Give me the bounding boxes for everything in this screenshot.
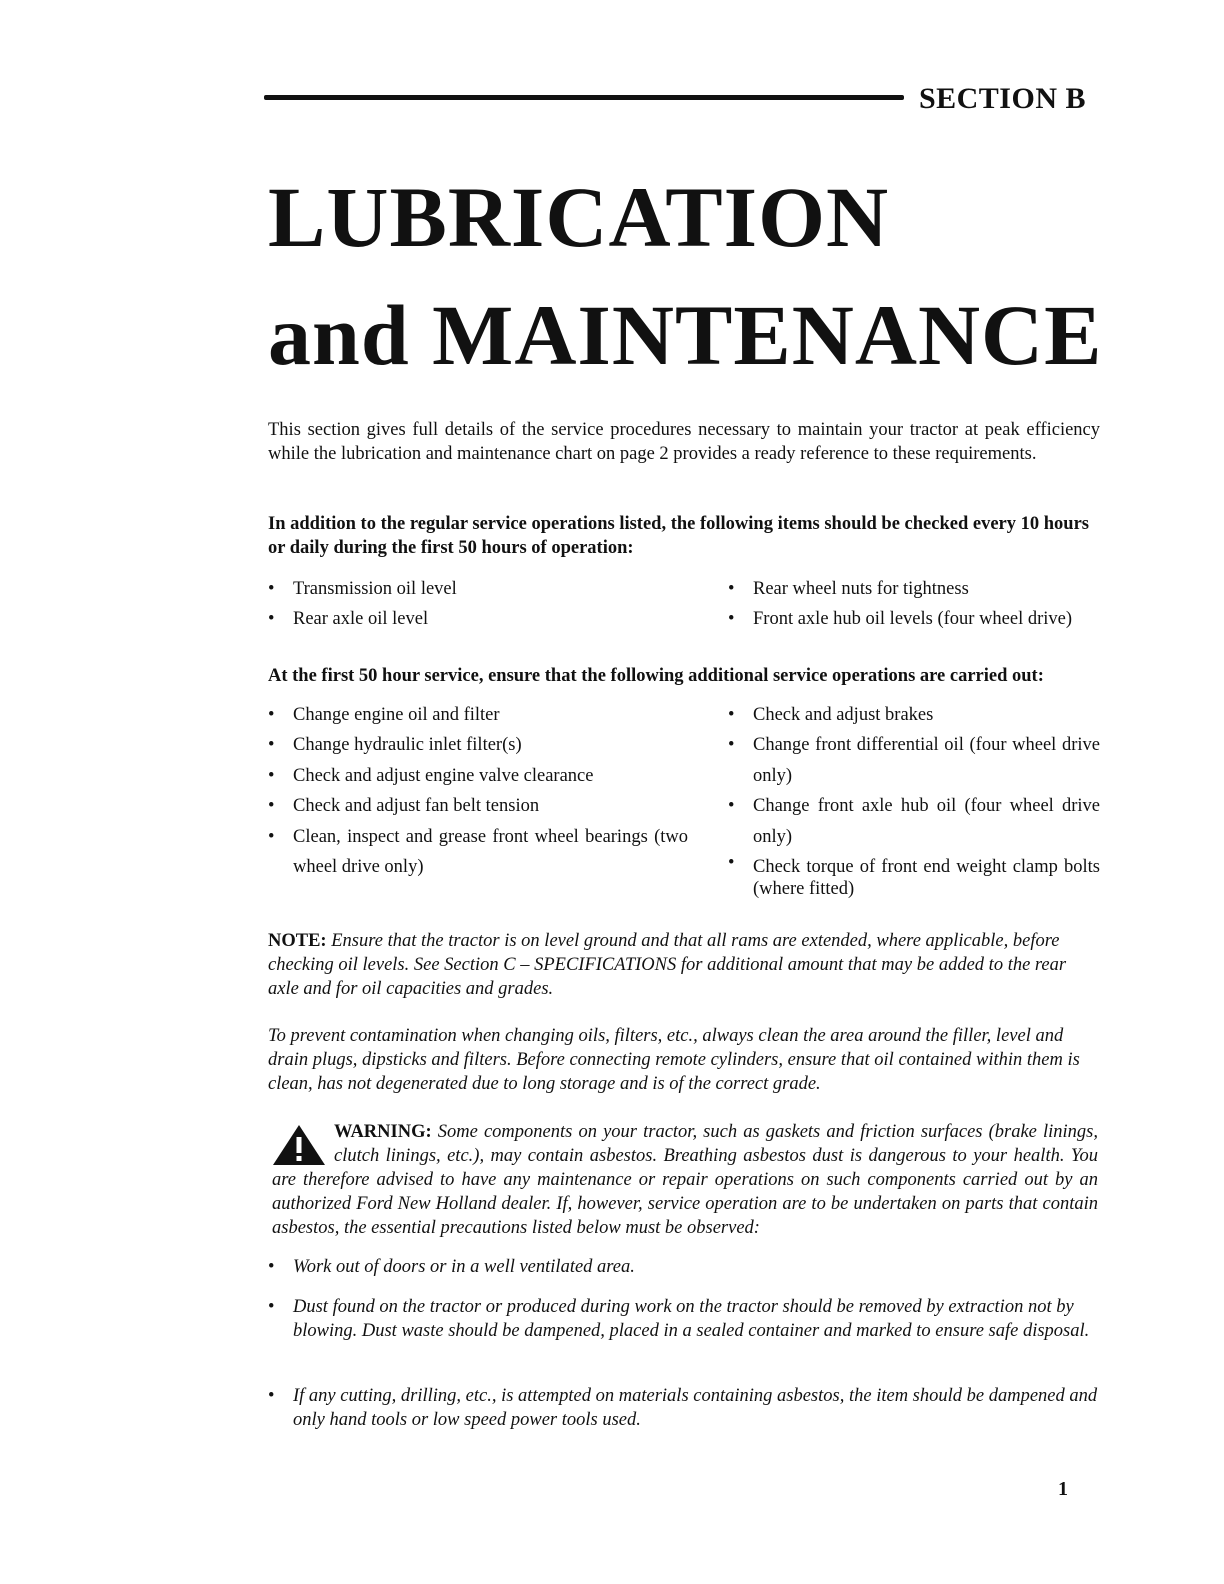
- list-item: • Transmission oil level: [268, 574, 688, 604]
- warning-block: [272, 1120, 1098, 1240]
- first-50-hours-heading: In addition to the regular service operations listed, the following items should be checked every 10 hours or daily during the first 50 hours of operation:: [268, 514, 1090, 558]
- list-item: • Check torque of front end weight clamp bolts (where fitted): [728, 852, 1100, 900]
- list-item: • Change front differential oil (four wheel drive only): [728, 730, 1100, 791]
- service-50-list-right: [728, 700, 1100, 900]
- page-number: 1: [1058, 1478, 1068, 1500]
- warning-label: WARNING:: [334, 1122, 432, 1142]
- intro-paragraph: This section gives full details of the service procedures necessary to maintain your tractor at peak efficiency while the lubrication and maintenance chart on page 2 provides a ready reference to these requirements.: [268, 420, 1100, 464]
- list-item: • Change engine oil and filter: [268, 700, 688, 730]
- contamination-paragraph: To prevent contamination when changing oils, filters, etc., always clean the area around the filler, level and drain plugs, dipsticks and filters. Before connecting remote cylinders, ensure that oil contained within them is clean, has not degenerated due to long storage and is of the correct grade.: [268, 1026, 1080, 1094]
- service-50-list-left: [268, 700, 688, 882]
- list-item: • Rear wheel nuts for tightness: [728, 574, 1100, 604]
- first-50-hours-list-left: [268, 574, 688, 634]
- list-item: • Rear axle oil level: [268, 604, 688, 634]
- first-50-hour-service-heading: At the first 50 hour service, ensure that the following additional service operations are carried out:: [268, 666, 1044, 686]
- page-title-line2: and MAINTENANCE: [268, 287, 1103, 383]
- list-item: • Front axle hub oil levels (four wheel drive): [728, 604, 1100, 634]
- precaution-item: • If any cutting, drilling, etc., is attempted on materials containing asbestos, the item should be dampened and only hand tools or low speed power tools used.: [268, 1384, 1100, 1432]
- list-item: • Check and adjust fan belt tension: [268, 791, 688, 821]
- list-item: • Clean, inspect and grease front wheel bearings (two wheel drive only): [268, 822, 688, 883]
- precaution-item: • Work out of doors or in a well ventilated area.: [268, 1255, 1100, 1279]
- list-item: • Change hydraulic inlet filter(s): [268, 730, 688, 760]
- list-item: • Check and adjust brakes: [728, 700, 1100, 730]
- note-text: Ensure that the tractor is on level ground and that all rams are extended, where applicable, before checking oil levels. See Section C – SPECIFICATIONS for additional amount that may be added to the rear axle and for oil capacities and grades.: [268, 931, 1067, 999]
- list-item: • Change front axle hub oil (four wheel drive only): [728, 791, 1100, 852]
- page-title-line1: LUBRICATION: [268, 169, 890, 265]
- first-50-hours-list-right: [728, 574, 1100, 634]
- note-paragraph: [268, 929, 1100, 1001]
- section-label: SECTION B: [918, 82, 1086, 115]
- note-label: NOTE:: [268, 931, 327, 951]
- warning-triangle-icon: [272, 1124, 326, 1166]
- section-rule: [264, 95, 904, 100]
- section-header: [264, 82, 1092, 114]
- precaution-item: • Dust found on the tractor or produced during work on the tractor should be removed by extraction not by blowing. Dust waste should be dampened, placed in a sealed container and marked to ensure safe disposal.: [268, 1295, 1100, 1343]
- list-item: • Check and adjust engine valve clearance: [268, 761, 688, 791]
- warning-text: Some components on your tractor, such as gaskets and friction surfaces (brake linings, clutch linings, etc.), may contain asbestos. Breathing asbestos dust is dangerous to your health. You are therefore advised to have any maintenance or repair operations on such components carried out by an authorized Ford New Holland dealer. If, however, service operation are to be undertaken on parts that contain asbestos, the essential precautions listed below must be observed:: [272, 1122, 1099, 1238]
